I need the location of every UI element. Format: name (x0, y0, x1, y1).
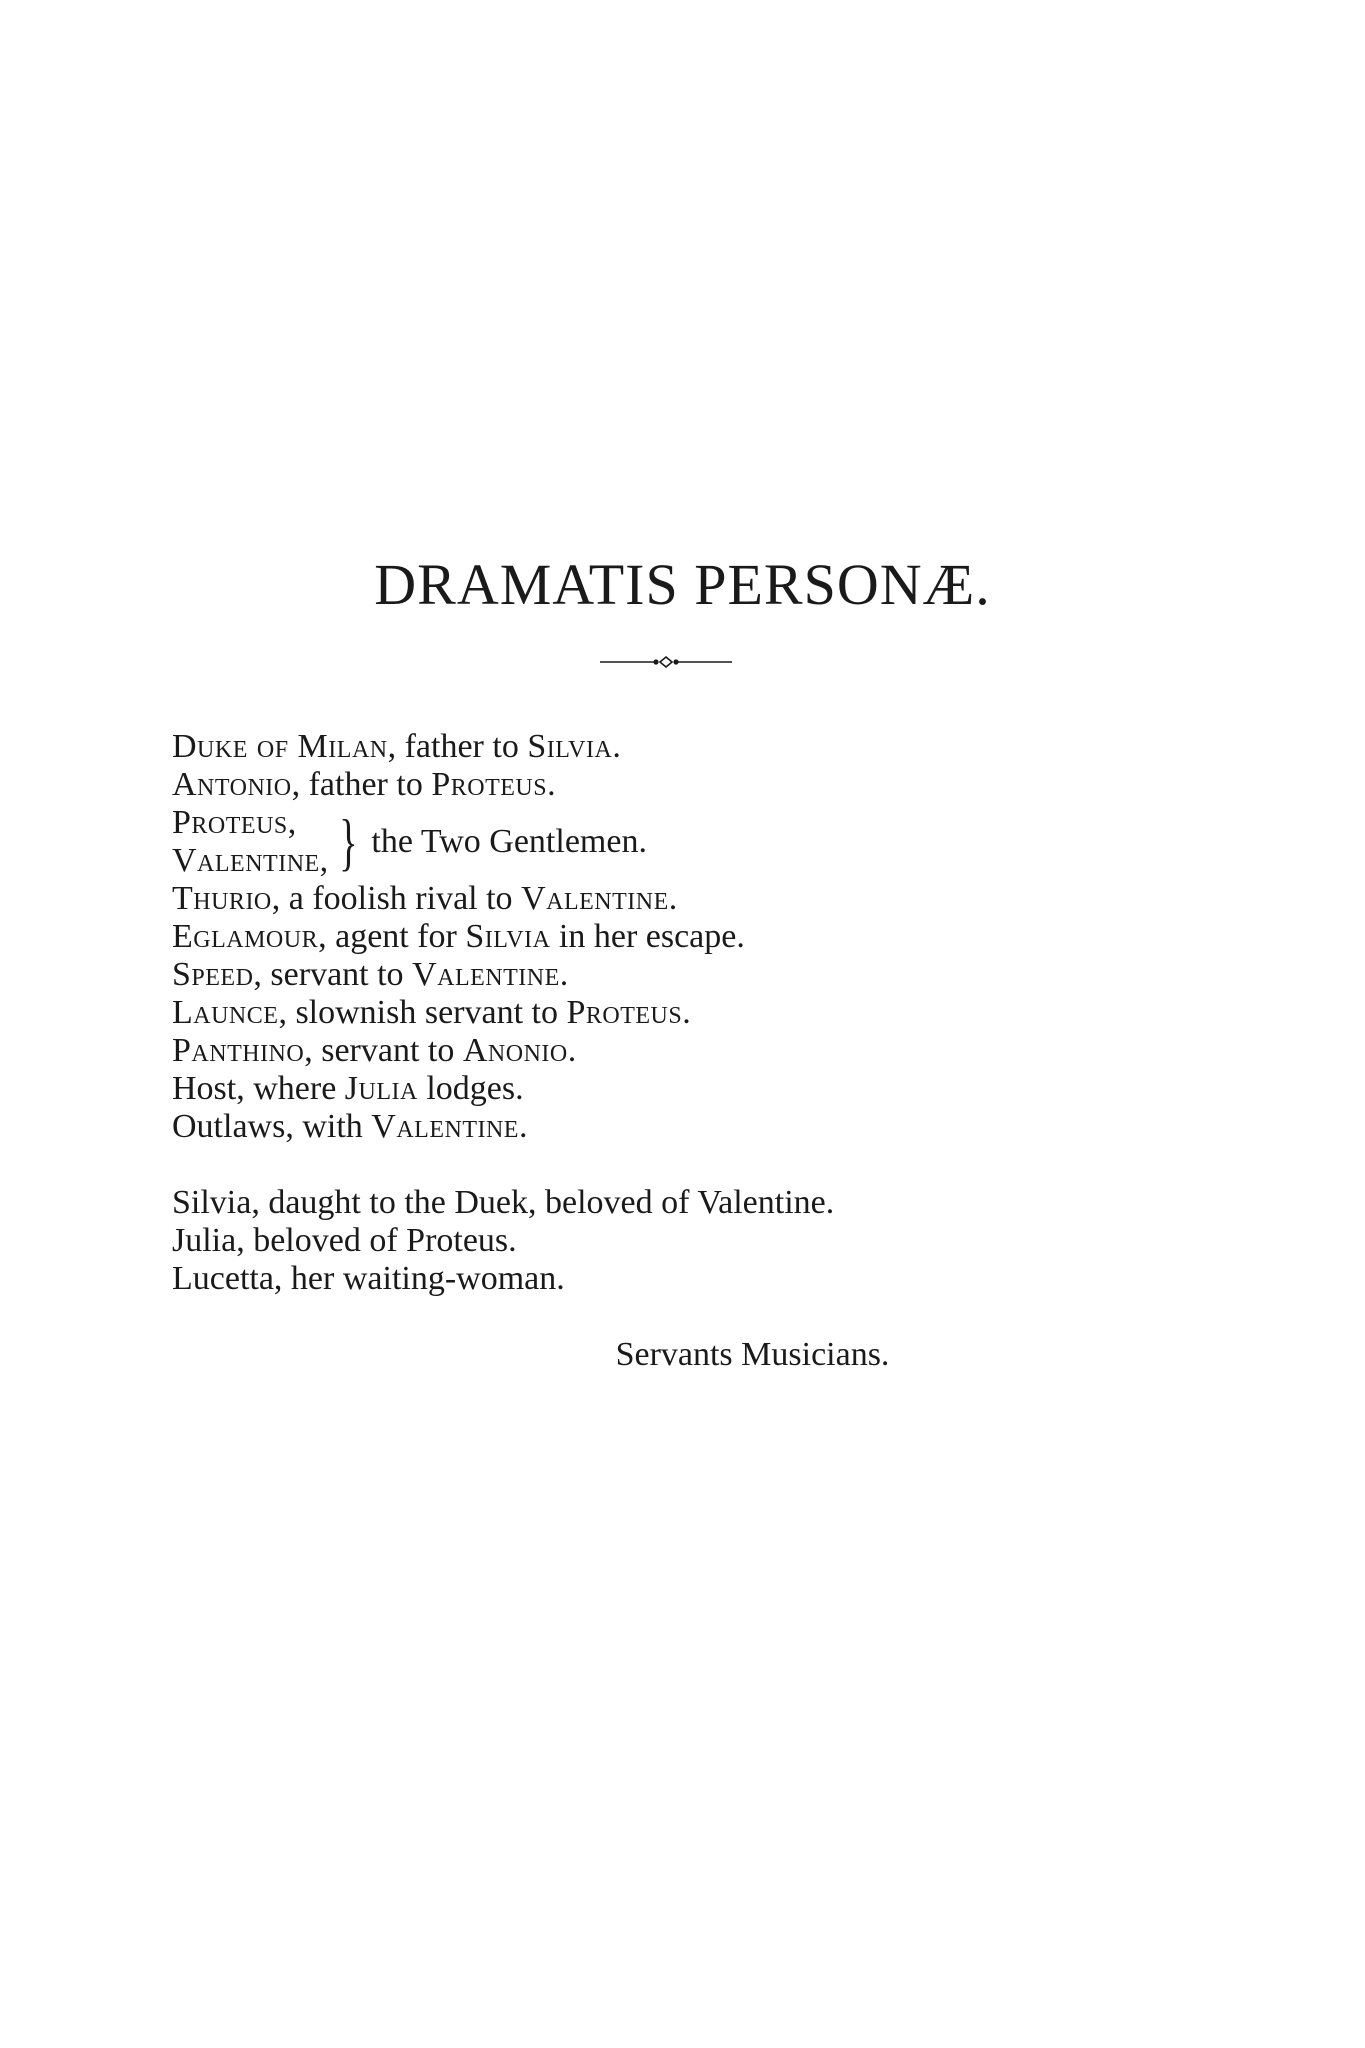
ornament-divider-icon (600, 652, 732, 672)
cast-entry-lucetta: Lucetta, her waiting-woman. (172, 1260, 565, 1297)
gentlemen-description: the Two Gentlemen. (371, 823, 647, 860)
brace-icon: } (338, 806, 358, 877)
cast-entry-two-gentlemen (172, 804, 834, 880)
cast-entry-thurio: Thurio, a foolish rival to Valentine. (172, 880, 678, 917)
cast-entry-outlaws: Outlaws, with Valentine. (172, 1108, 528, 1145)
cast-entry-silvia: Silvia, daught to the Duek, beloved of Valentine. (172, 1184, 835, 1221)
cast-entry-host: Host, where Julia lodges. (172, 1070, 524, 1107)
page-title: DRAMATIS PERSONÆ. (374, 552, 991, 617)
gentlemen-names (172, 804, 329, 880)
cast-entry-launce: Launce, slownish servant to Proteus. (172, 994, 691, 1031)
cast-entry-servants: Servants Musicians. (615, 1336, 890, 1373)
cast-entry-speed: Speed, servant to Valentine. (172, 956, 569, 993)
cast-entry-panthino: Panthino, servant to Anonio. (172, 1032, 577, 1069)
gentleman-proteus: Proteus, (172, 804, 297, 841)
section-spacer (172, 1146, 834, 1184)
cast-entry-eglamour: Eglamour, agent for Silvia in her escape. (172, 918, 745, 955)
cast-list (172, 728, 834, 1298)
gentleman-valentine: Valentine, (172, 842, 329, 879)
cast-entry-julia: Julia, beloved of Proteus. (172, 1222, 517, 1259)
cast-entry-antonio: Antonio, father to Proteus. (172, 766, 556, 803)
cast-entry-duke: Duke of Milan, father to Silvia. (172, 728, 621, 765)
